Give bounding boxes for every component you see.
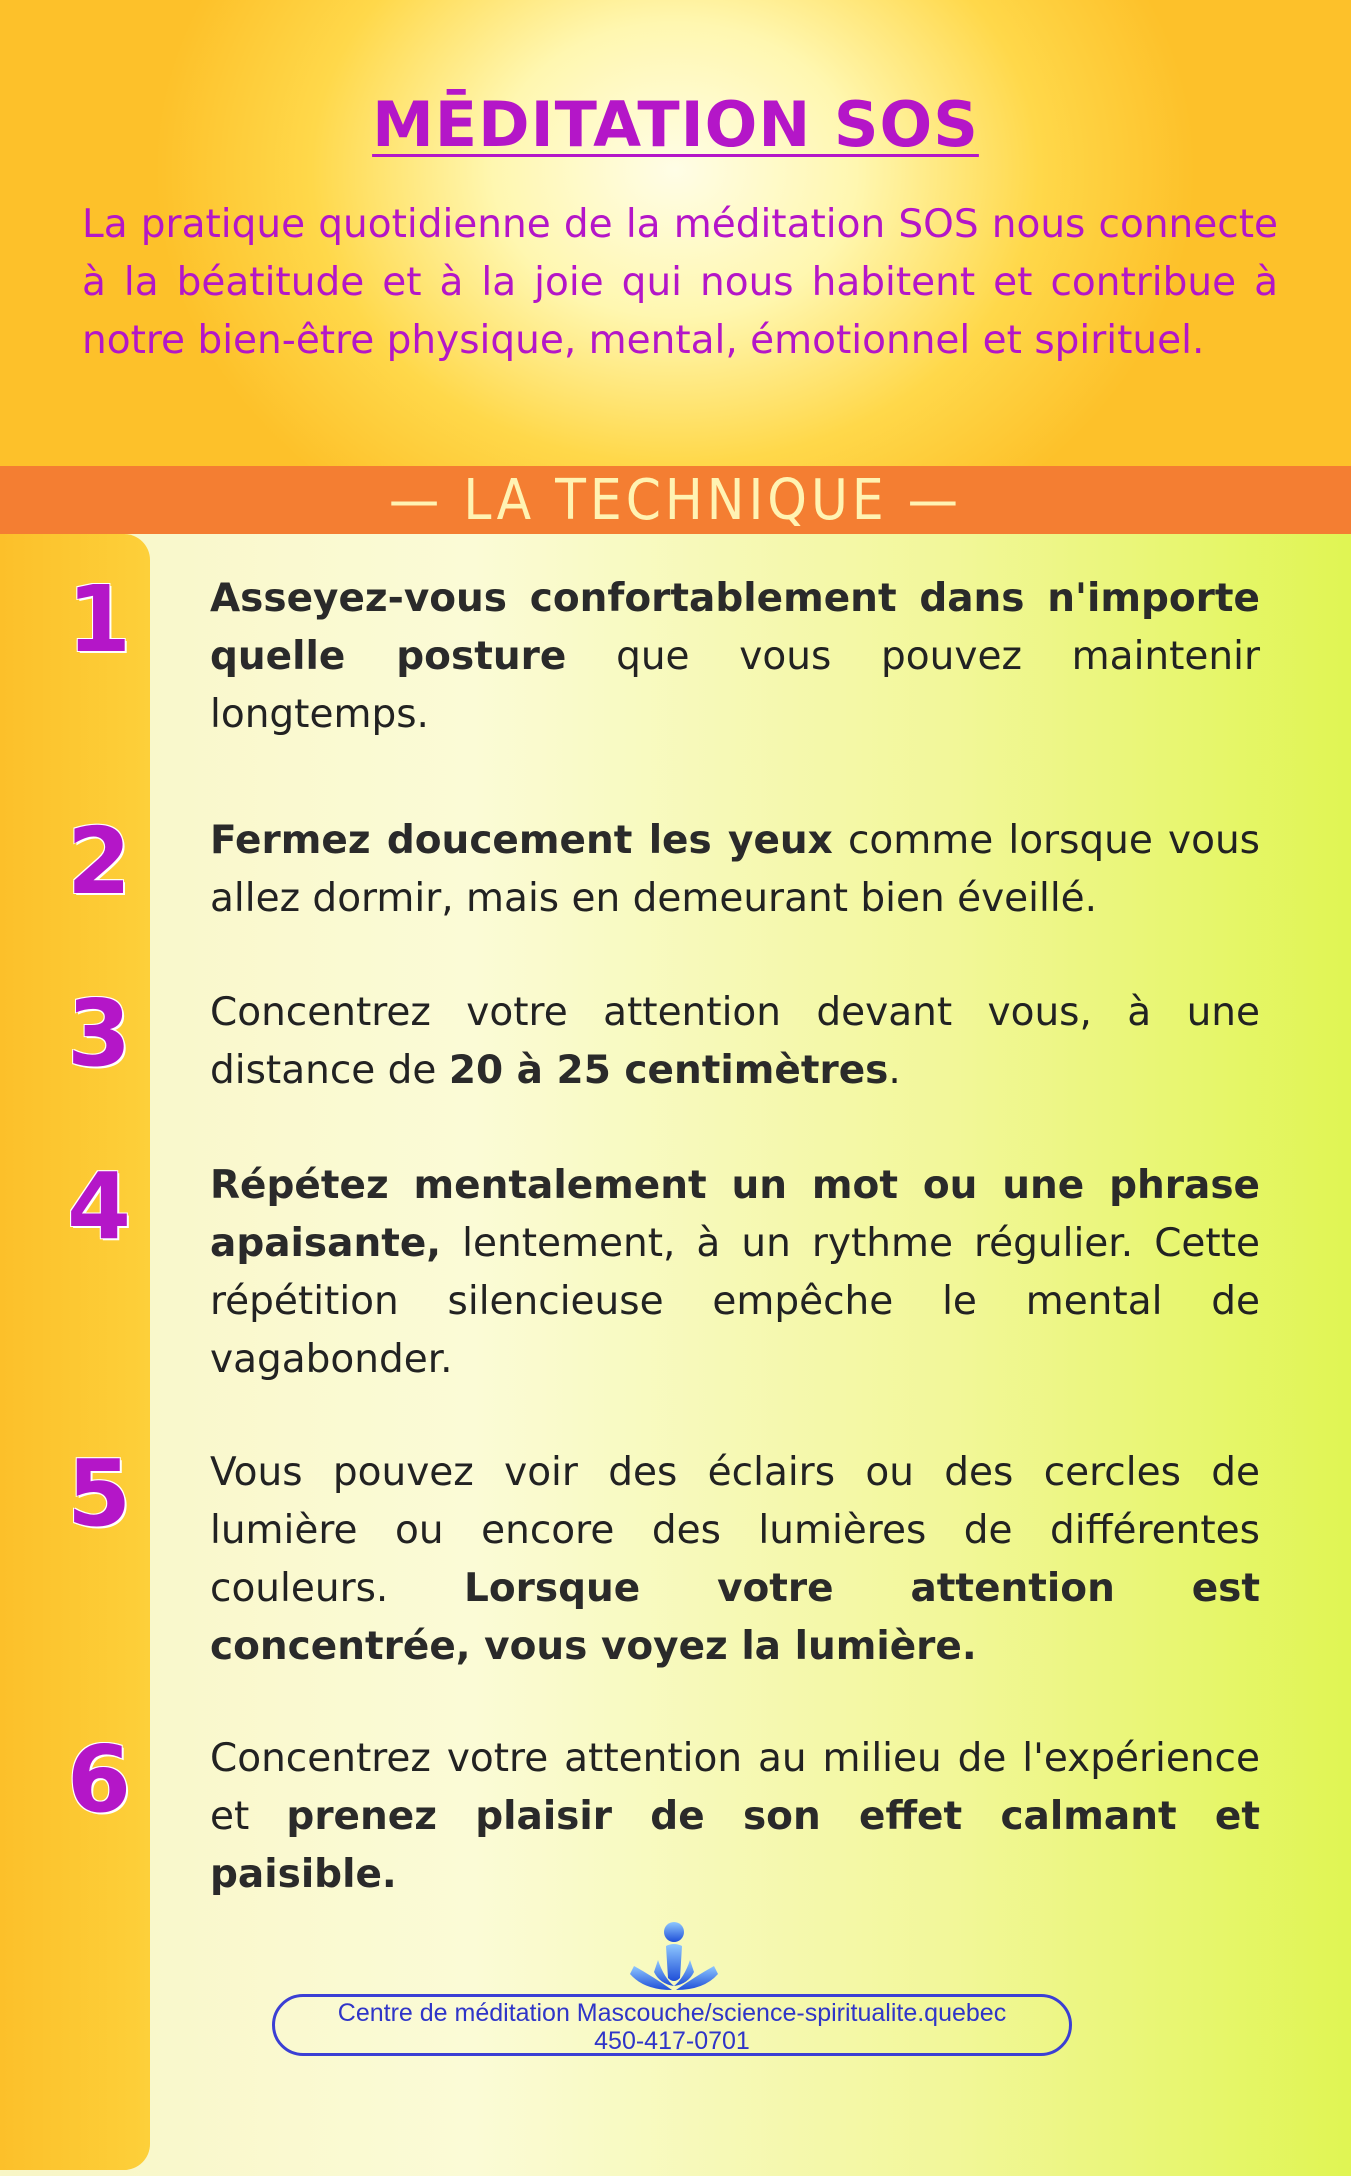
step-pre-5: Vous pouvez voir des éclairs ou des cercles de lumière ou encore des lumières de différentes couleurs. [210, 1450, 1260, 1611]
step-text-5 [210, 1444, 1260, 1676]
step-rest-2: comme lorsque vous allez dormir, mais en demeurant bien éveillé. [210, 818, 1260, 921]
page-title: MĒDITATION SOS [372, 88, 979, 161]
footer-phone: 450-417-0701 [594, 2027, 750, 2055]
step-text-3 [210, 984, 1260, 1100]
step-text-4 [210, 1157, 1260, 1389]
step-number-4: 4 [66, 1153, 131, 1260]
footer-center-name: Centre de méditation Mascouche/science-spiritualite.quebec [337, 1999, 1007, 2027]
step-bold-6: prenez plaisir de son effet calmant et paisible. [210, 1794, 1260, 1897]
step-pre-6: Concentrez votre attention au milieu de l'expérience et [210, 1736, 1260, 1839]
step-number-5: 5 [66, 1440, 131, 1547]
section-label: — LA TECHNIQUE — [388, 468, 963, 533]
number-strip [0, 534, 150, 2170]
step-bold-3: 20 à 25 centimètres [448, 1048, 889, 1093]
step-bold-4: Répétez mentalement un mot ou une phrase apaisante, [210, 1163, 1260, 1266]
step-bold-1: Asseyez-vous confortablement dans n'importe quelle posture [210, 576, 1260, 679]
step-text-2 [210, 812, 1260, 928]
step-pre-3: Concentrez votre attention devant vous, à une distance de [210, 990, 1260, 1093]
step-rest-3: . [888, 1048, 901, 1093]
step-rest-4: lentement, à un rythme régulier. Cette répétition silencieuse empêche le mental de vagabonder. [210, 1221, 1260, 1382]
step-text-6 [210, 1730, 1260, 1904]
step-bold-5: Lorsque votre attention est concentrée, vous voyez la lumière. [210, 1566, 1261, 1669]
step-rest-1: que vous pouvez maintenir longtemps. [210, 634, 1261, 737]
footer-contact-box [272, 1994, 1072, 2056]
step-number-3: 3 [66, 980, 131, 1087]
meditation-lotus-icon [614, 1920, 734, 2000]
step-bold-2: Fermez doucement les yeux [210, 818, 833, 863]
step-number-2: 2 [66, 808, 131, 915]
step-number-6: 6 [66, 1726, 131, 1833]
step-text-1 [210, 570, 1260, 744]
step-number-1: 1 [66, 566, 131, 673]
intro-paragraph: La pratique quotidienne de la méditation SOS nous connecte à la béatitude et à la joie qui nous habitent et contribue à notre bien-être physique, mental, émotionnel et spirituel. [82, 202, 1278, 363]
